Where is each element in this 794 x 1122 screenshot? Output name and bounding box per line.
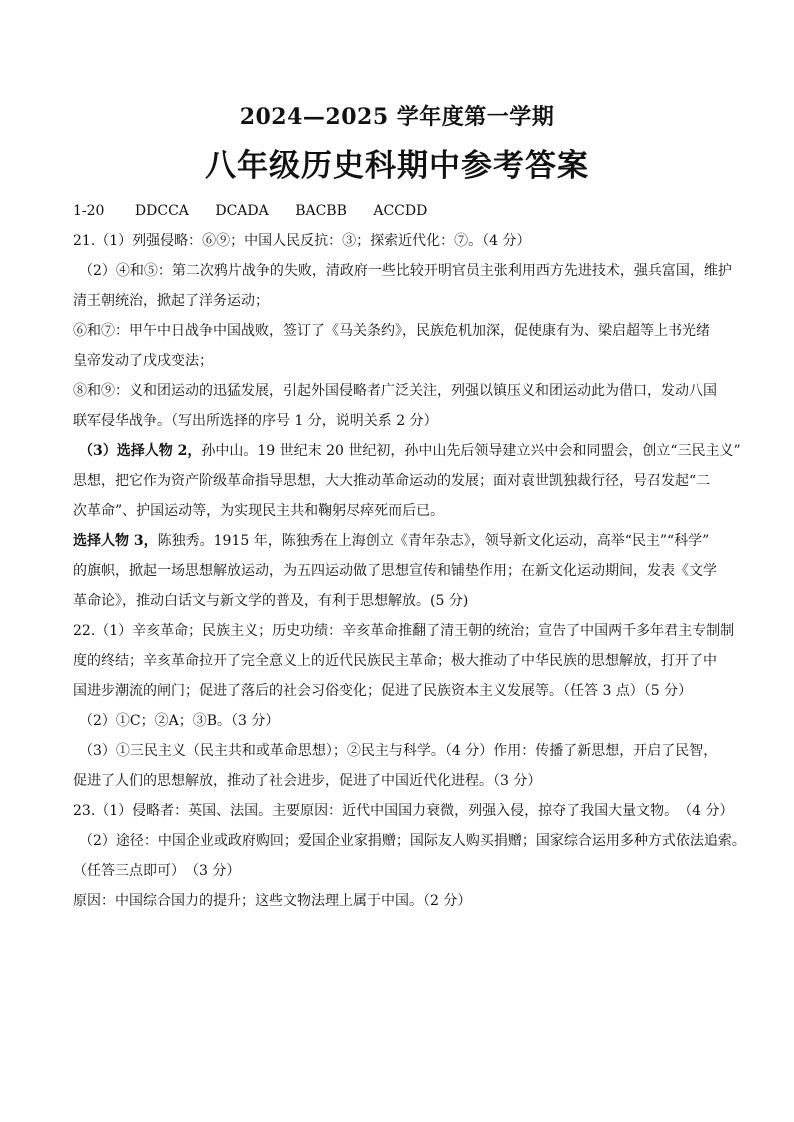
- q23-part2-line: （任答三点即可） （3 分）: [73, 863, 241, 879]
- q21-part2-line: ⑥和⑦：甲午中日战争中国战败，签订了《马关条约》，民族危机加深，促使康有为、梁启超等上书光绪: [73, 323, 710, 339]
- option-label: 选择人物 3，: [73, 533, 158, 549]
- answer-text: 陈独秀。1915 年，陈独秀在上海创立《青年杂志》，领导新文化运动，高举“民主”“科学”: [157, 533, 710, 549]
- mc-answer-group: BACBB: [295, 203, 347, 219]
- q22-part3-line: 促进了人们的思想解放，推动了社会进步，促进了中国近代化进程。（3 分）: [73, 773, 542, 789]
- mc-answer-group: DDCCA: [134, 203, 189, 219]
- q21-part3-line: 思想，把它作为资产阶级革命指导思想，大大推动革命运动的发展；面对袁世凯独裁行径，号召发起“二: [73, 473, 711, 489]
- multiple-choice-answers: [73, 196, 733, 226]
- q23-reason: 原因：中国综合国力的提升；这些文物法理上属于中国。（2 分）: [73, 893, 472, 909]
- q21-part1: 21.（1）列强侵略：⑥⑨；中国人民反抗：③；探索近代化：⑦。（4 分）: [73, 233, 531, 249]
- q21-part2-line: 联军侵华战争。（写出所选择的序号 1 分，说明关系 2 分）: [73, 413, 438, 429]
- q21-part3-line: [73, 436, 741, 466]
- q22-part3-line: （3）①三民主义（民主共和或革命思想）；②民主与科学。（4 分）作用：传播了新思想，开启了民智，: [79, 743, 718, 759]
- q22-part2: （2）①C；②A；③B。（3 分）: [79, 713, 280, 729]
- q23-part1: 23.（1）侵略者：英国、法国。主要原因：近代中国国力衰微，列强入侵，掠夺了我国大量文物。 （4 分）: [73, 803, 734, 819]
- q21-part2-line: ⑧和⑨：义和团运动的迅猛发展，引起外国侵略者广泛关注，列强以镇压义和团运动此为借口，发动八国: [73, 383, 717, 399]
- q21-part3-line: 次革命”、护国运动等，为实现民主共和鞠躬尽瘁死而后已。: [73, 503, 445, 519]
- q21-part2-line: 皇帝发动了戊戌变法；: [73, 353, 213, 369]
- q21-part3-line: 的旗帜，掀起一场思想解放运动，为五四运动做了思想宣传和铺垫作用；在新文化运动期间，发表《文学: [73, 563, 717, 579]
- answer-text: 孙中山。19 世纪末 20 世纪初，孙中山先后领导建立兴中会和同盟会，创立“三民主义”: [201, 443, 741, 459]
- q22-part1-line: 国进步潮流的闸门；促进了落后的社会习俗变化；促进了民族资本主义发展等。（任答 3 点）（5 分）: [73, 683, 693, 699]
- q22-part1-line: 度的终结；辛亥革命拉开了完全意义上的近代民族民主革命；极大推动了中华民族的思想解放，打开了中: [73, 653, 717, 669]
- answer-content: [73, 196, 746, 916]
- page-title: 八年级历史科期中参考答案: [205, 148, 589, 184]
- option-label: （3）选择人物 2，: [79, 443, 202, 459]
- q21-part2-line: 清王朝统治，掀起了洋务运动；: [73, 293, 269, 309]
- exam-term-heading: 2024—2025 学年度第一学期: [239, 104, 555, 130]
- mc-answer-group: DCADA: [215, 203, 269, 219]
- q21-part2-line: （2）④和⑤：第二次鸦片战争的失败，清政府一些比较开明官员主张利用西方先进技术，强兵富国，维护: [79, 263, 732, 279]
- q21-part3-line: 革命论》，推动白话文与新文学的普及，有利于思想解放。(5 分): [73, 593, 469, 609]
- q21-part3-line: [73, 526, 733, 556]
- mc-answer-group: ACCDD: [373, 203, 428, 219]
- q22-part1-line: 22.（1）辛亥革命；民族主义；历史功绩：辛亥革命推翻了清王朝的统治；宣告了中国两千多年君主专制制: [73, 623, 735, 639]
- mc-range-label: 1-20: [73, 203, 105, 219]
- q23-part2-line: （2）途径：中国企业或政府购回；爱国企业家捐赠；国际友人购买捐赠；国家综合运用多种方式依法追索。: [79, 833, 746, 849]
